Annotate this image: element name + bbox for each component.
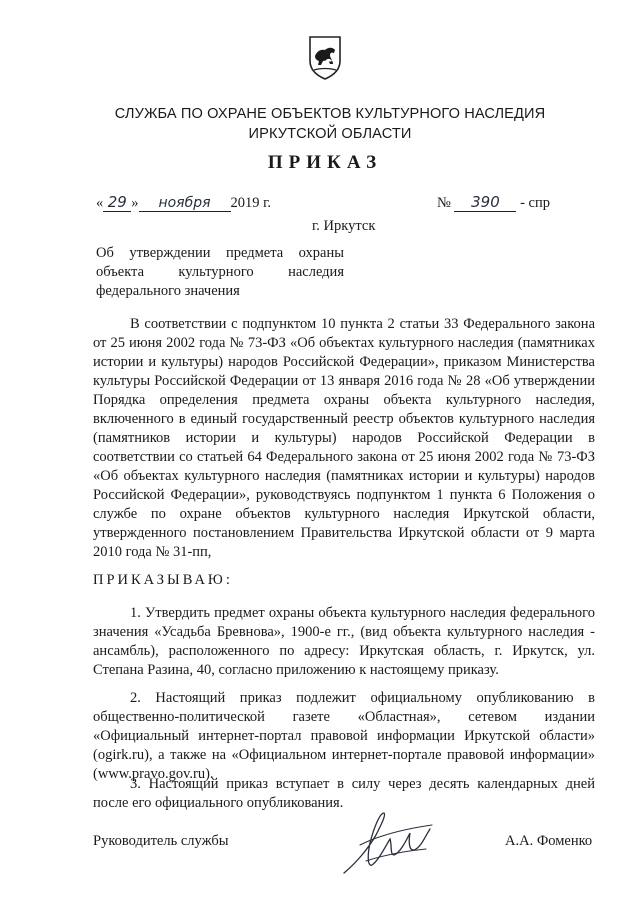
number-handwritten: 390 — [454, 193, 516, 212]
order-item: 2. Настоящий приказ подлежит официальному опубликованию в общественно-политической газете «Областная», сетевом издании «Официальный интернет-портал правовой информации Иркутской области» (ogirk.ru), а также на «Официальном интернет-портале правовой информации» (www.pravo.gov.ru). — [93, 690, 595, 782]
number-prefix: № — [437, 195, 451, 211]
subject-line: федерального значения — [96, 283, 240, 299]
date-year: 2019 г. — [230, 195, 272, 211]
handwritten-signature-icon — [330, 805, 450, 885]
order-heading: ПРИКАЗЫВАЮ: — [93, 572, 233, 588]
order-item: 3. Настоящий приказ вступает в силу через десять календарных дней после его официального опубликования. — [93, 776, 595, 811]
basis-paragraph: В соответствии с подпунктом 10 пункта 2 статьи 33 Федерального закона от 25 июня 2002 года № 73-ФЗ «Об объектах культурного наследия (памятниках истории и культуры) народов Российской Федерации», приказом Министерства культуры Российской Федерации от 13 января 2016 года № 28 «Об утверждении Порядка определения предмета охраны объекта культурного наследия, включенного в единый государственный реестр объектов культурного наследия (памятников истории и культуры) народов Российской Федерации в соответствии со статьей 64 Федерального закона от 25 июня 2002 года № 73-ФЗ «Об объектах культурного наследия (памятниках истории и культуры) народов Российской Федерации», руководствуясь подпунктом 1 пункта 6 Положения о службе по охране объектов культурного наследия Иркутской области, утвержденного постановлением Правительства Иркутской области от 9 марта 2010 года № 31-пп, — [93, 316, 595, 560]
document-date — [96, 193, 271, 212]
order-item: 1. Утвердить предмет охраны объекта культурного наследия федерального значения «Усадьба Бревнова», 1900-е гг., (вид объекта культурного наследия - ансамбль), расположенного по адресу: Иркутская область, г. Иркутск, ул. Степана Разина, 40, согласно приложению к настоящему приказу. — [93, 605, 595, 678]
number-suffix: - спр — [520, 195, 550, 211]
subject-line: объекта культурного наследия — [96, 264, 344, 280]
coat-of-arms-icon — [306, 34, 344, 80]
signatory-position: Руководитель службы — [93, 833, 229, 849]
date-close-quote: » — [131, 195, 139, 211]
document-subject — [96, 244, 344, 301]
signatory-name: А.А. Фоменко — [505, 833, 593, 849]
date-day-handwritten: 29 — [103, 193, 131, 212]
date-month-handwritten: ноября — [139, 195, 231, 212]
issuing-agency: СЛУЖБА ПО ОХРАНЕ ОБЪЕКТОВ КУЛЬТУРНОГО НАСЛЕДИЯ ИРКУТСКОЙ ОБЛАСТИ — [114, 106, 546, 142]
document-number — [437, 193, 550, 212]
date-open-quote: « — [96, 195, 104, 211]
subject-line: Об утверждении предмета охраны — [96, 245, 344, 261]
document-city: г. Иркутск — [312, 218, 376, 234]
document-type-title: ПРИКАЗ — [267, 152, 383, 173]
